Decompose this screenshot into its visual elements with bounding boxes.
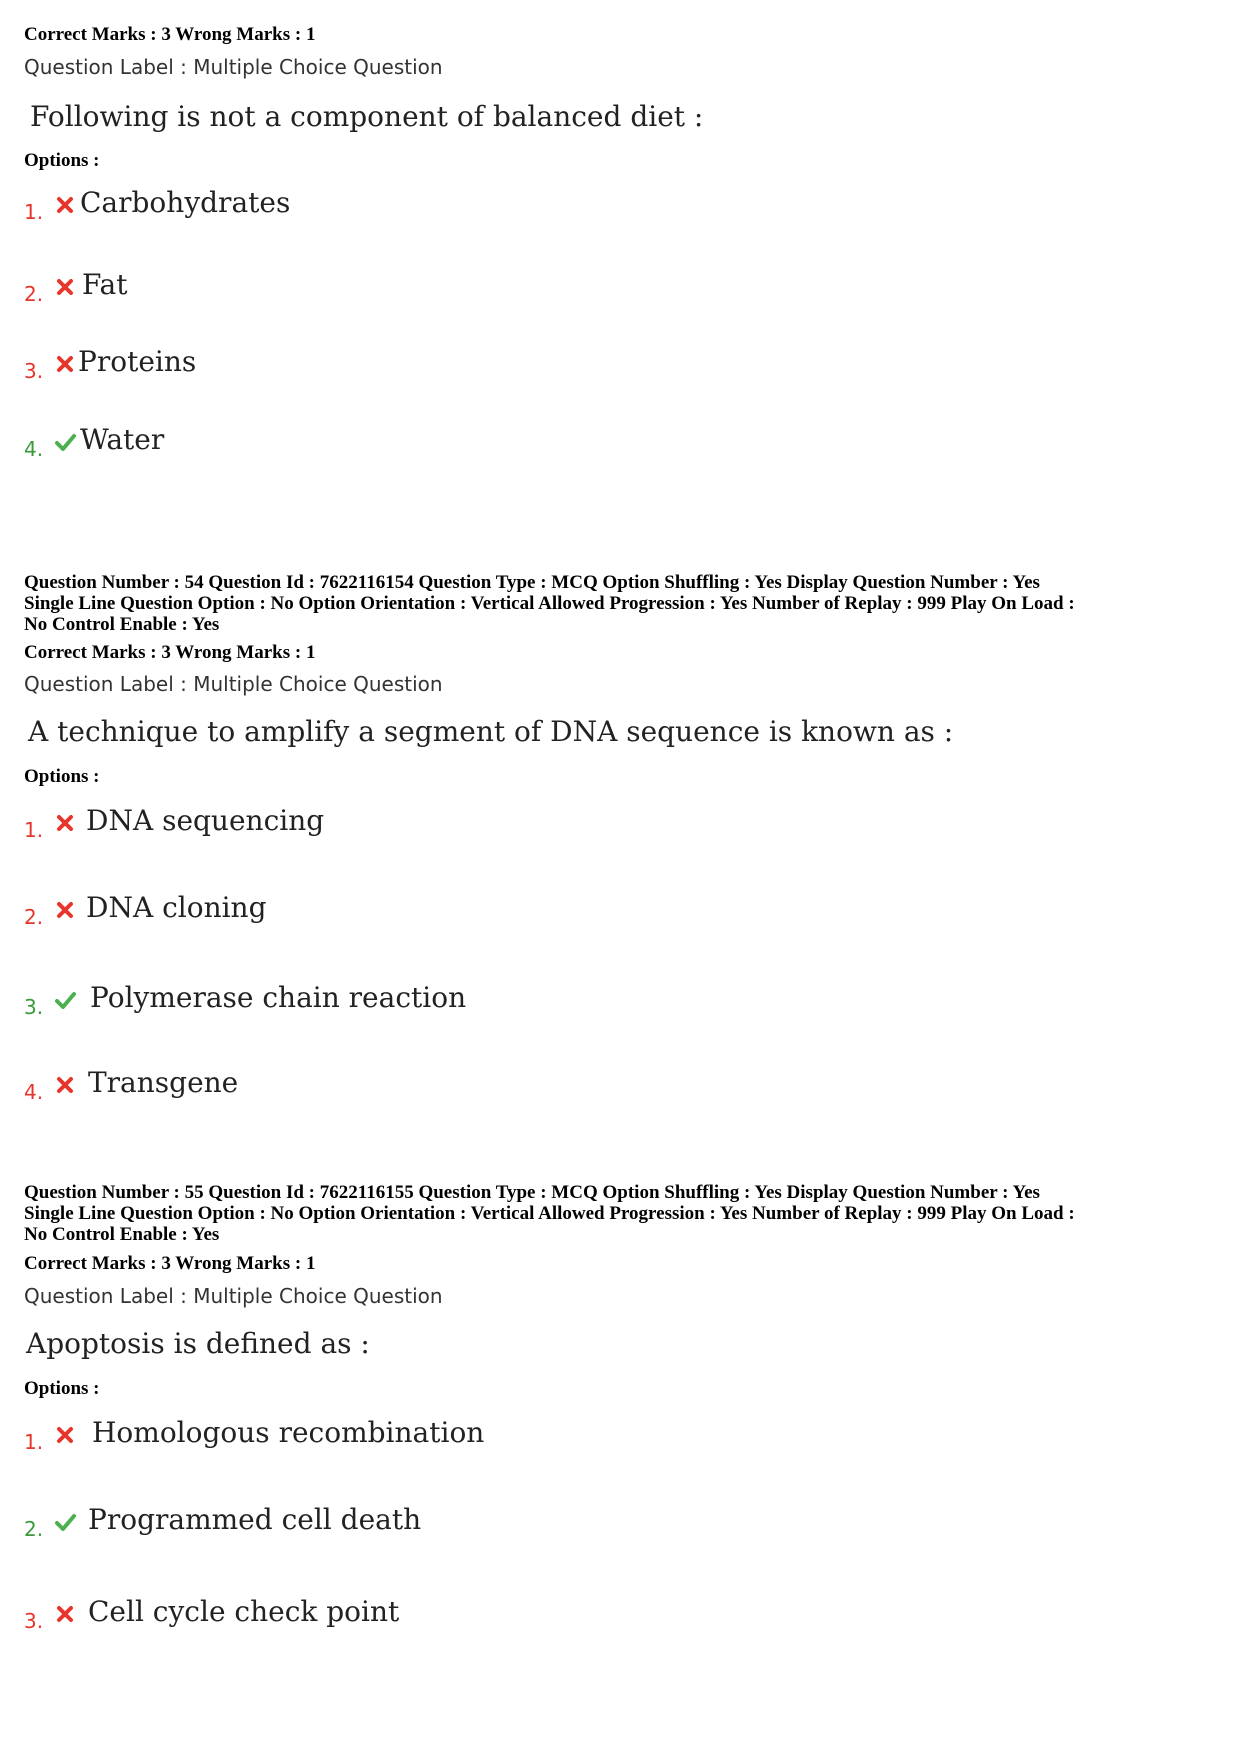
question-label: Question Label : Multiple Choice Question [24, 672, 443, 696]
question-label: Question Label : Multiple Choice Question [24, 1284, 443, 1308]
question-meta-line: Single Line Question Option : No Option Orientation : Vertical Allowed Progression : Yes Number of Replay : 999 Play On Load : [24, 1203, 1075, 1224]
cross-icon [54, 276, 76, 298]
question-meta-line: Question Number : 54 Question Id : 7622116154 Question Type : MCQ Option Shuffling : Yes Display Question Number : Yes [24, 572, 1040, 593]
option-text: Carbohydrates [80, 186, 291, 219]
marks-line: Correct Marks : 3 Wrong Marks : 1 [24, 24, 316, 45]
option-number: 3. [24, 995, 44, 1019]
cross-icon [54, 1424, 76, 1446]
option-number: 1. [24, 1430, 44, 1454]
option-number: 1. [24, 200, 44, 224]
options-heading: Options : [24, 150, 100, 171]
cross-icon [54, 1074, 76, 1096]
question-text: Following is not a component of balanced diet : [30, 100, 704, 133]
option-number: 3. [24, 359, 44, 383]
check-icon [54, 431, 76, 453]
option-number: 4. [24, 437, 44, 461]
option-number: 2. [24, 282, 44, 306]
option-text: DNA cloning [86, 891, 267, 924]
option-text: Cell cycle check point [88, 1595, 400, 1628]
question-meta-line: No Control Enable : Yes [24, 614, 220, 635]
marks-line: Correct Marks : 3 Wrong Marks : 1 [24, 1253, 316, 1274]
cross-icon [54, 899, 76, 921]
question-meta-line: Single Line Question Option : No Option Orientation : Vertical Allowed Progression : Yes Number of Replay : 999 Play On Load : [24, 593, 1075, 614]
option-text: Water [80, 423, 165, 456]
cross-icon [54, 1603, 76, 1625]
cross-icon [54, 194, 76, 216]
question-meta-line: No Control Enable : Yes [24, 1224, 220, 1245]
option-number: 1. [24, 818, 44, 842]
option-number: 4. [24, 1080, 44, 1104]
marks-line: Correct Marks : 3 Wrong Marks : 1 [24, 642, 316, 663]
options-heading: Options : [24, 1378, 100, 1399]
option-text: Fat [82, 268, 128, 301]
question-text: Apoptosis is defined as : [26, 1327, 370, 1360]
option-text: Transgene [88, 1066, 239, 1099]
cross-icon [54, 353, 76, 375]
option-text: DNA sequencing [86, 804, 325, 837]
cross-icon [54, 812, 76, 834]
check-icon [54, 1511, 76, 1533]
question-text: A technique to amplify a segment of DNA sequence is known as : [28, 715, 954, 748]
option-text: Homologous recombination [92, 1416, 485, 1449]
question-label: Question Label : Multiple Choice Question [24, 55, 443, 79]
option-number: 3. [24, 1609, 44, 1633]
option-text: Programmed cell death [88, 1503, 422, 1536]
question-meta-line: Question Number : 55 Question Id : 7622116155 Question Type : MCQ Option Shuffling : Yes Display Question Number : Yes [24, 1182, 1040, 1203]
option-text: Polymerase chain reaction [90, 981, 467, 1014]
check-icon [54, 989, 76, 1011]
option-number: 2. [24, 905, 44, 929]
option-text: Proteins [78, 345, 197, 378]
option-number: 2. [24, 1517, 44, 1541]
options-heading: Options : [24, 766, 100, 787]
